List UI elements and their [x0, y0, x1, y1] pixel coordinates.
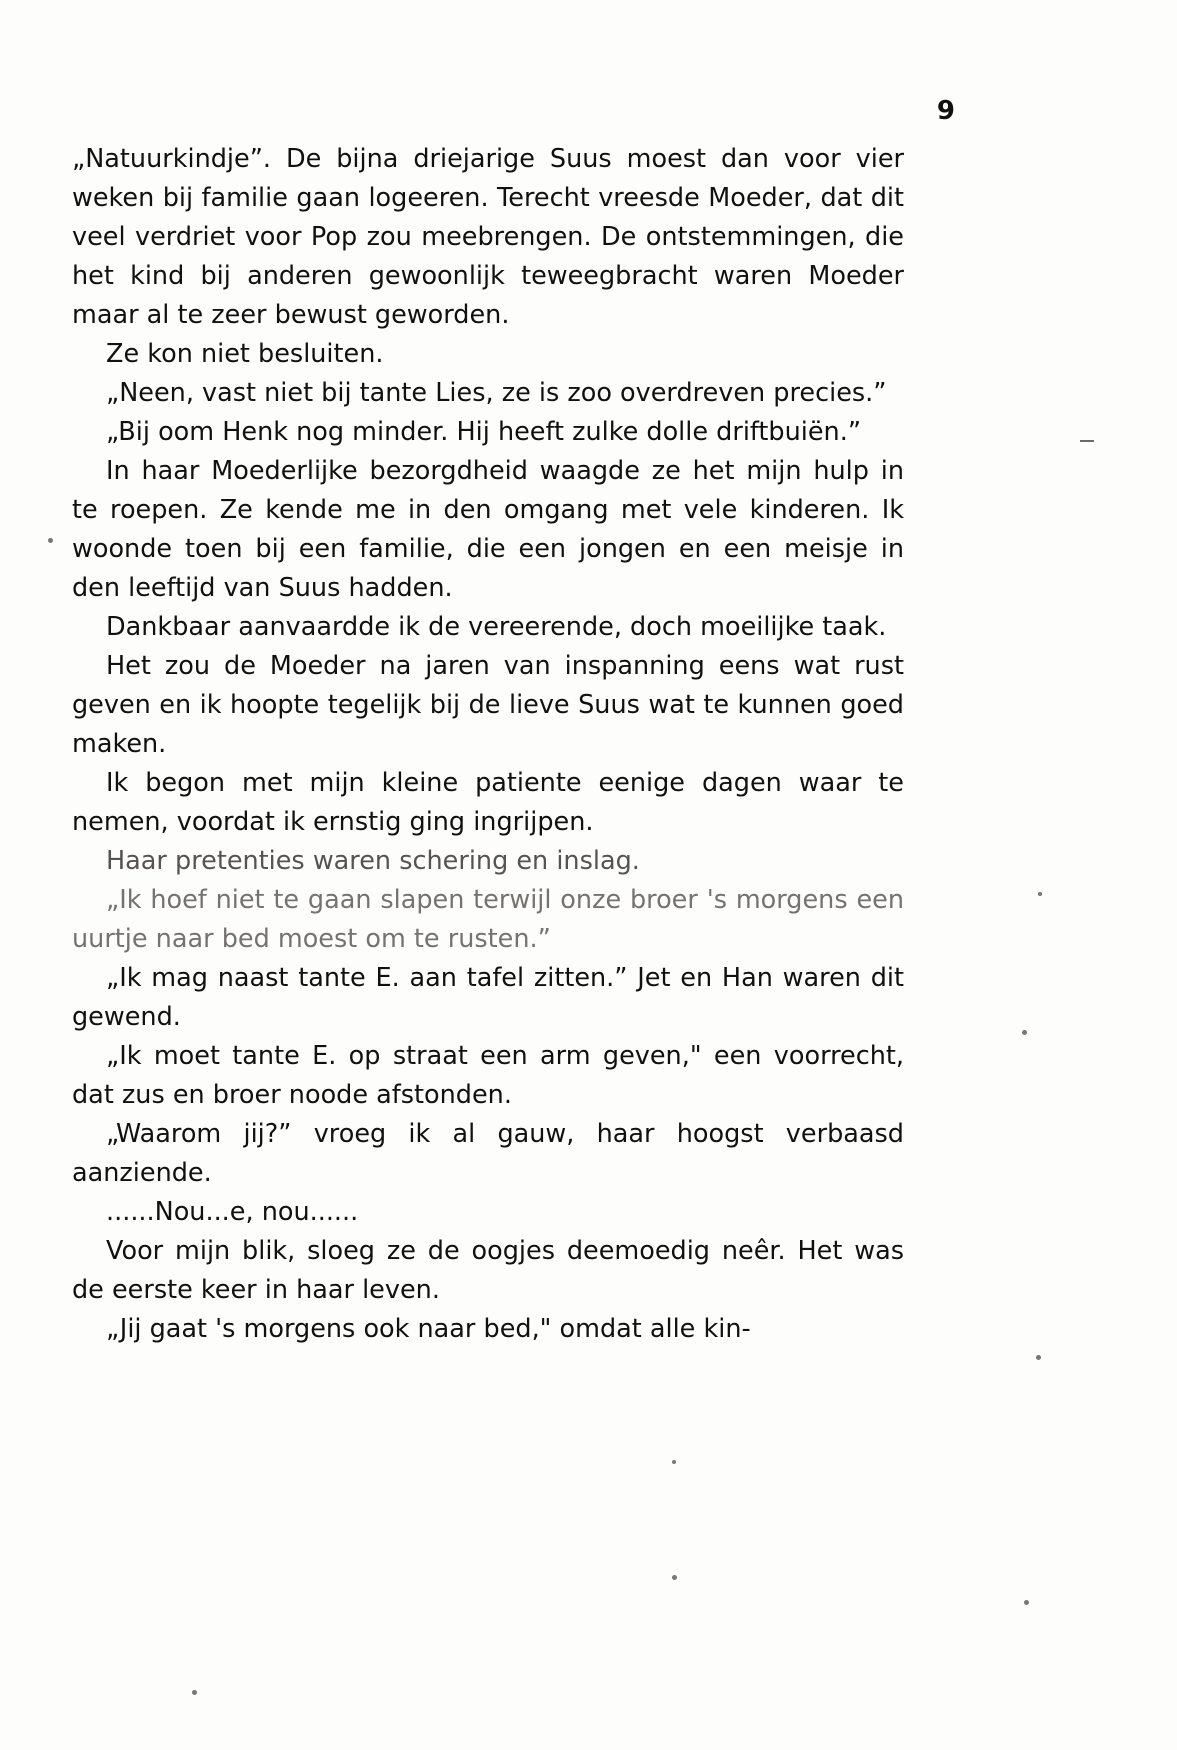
ink-mark	[1080, 440, 1094, 442]
paragraph: „Neen, vast niet bij tante Lies, ze is zoo overdreven precies.”	[106, 378, 887, 408]
paragraph: Ze kon niet besluiten.	[106, 339, 384, 369]
paragraph: Ik begon met mijn kleine patiente eenige dagen waar te nemen, voordat ik ernstig ging ingrijpen.	[72, 768, 904, 837]
paragraph: „Ik moet tante E. op straat een arm geven," een voorrecht, dat zus en broer noode afstonden.	[72, 1041, 904, 1110]
ink-mark	[48, 538, 53, 543]
ink-mark	[192, 1690, 197, 1695]
ink-mark	[1022, 1030, 1027, 1035]
paragraph: Voor mijn blik, sloeg ze de oogjes deemoedig neêr. Het was de eerste keer in haar leven.	[72, 1236, 904, 1305]
paragraph: „Jij gaat 's morgens ook naar bed," omdat alle kin-	[106, 1314, 751, 1344]
page-number: 9	[936, 96, 955, 126]
paragraph: „Natuurkindje”. De bijna driejarige Suus moest dan voor vier weken bij familie gaan logeeren. Terecht vreesde Moeder, dat dit veel verdriet voor Pop zou meebrengen. De ontstemmingen, die het kind bij anderen gewoonlijk teweegbracht waren Moeder maar al te zeer bewust geworden.	[72, 144, 904, 330]
paragraph: Het zou de Moeder na jaren van inspanning eens wat rust geven en ik hoopte tegelijk bij de lieve Suus wat te kunnen goed maken.	[72, 651, 904, 759]
ink-mark	[672, 1460, 676, 1464]
ink-mark	[1024, 1600, 1029, 1605]
paragraph: „Ik mag naast tante E. aan tafel zitten.” Jet en Han waren dit gewend.	[72, 963, 904, 1032]
ink-mark	[1036, 1355, 1041, 1360]
ink-mark	[672, 1575, 677, 1580]
paragraph: „Waarom jij?” vroeg ik al gauw, haar hoogst verbaasd aanziende.	[72, 1119, 904, 1188]
paragraph: „Ik hoef niet te gaan slapen terwijl onze broer 's morgens een uurtje naar bed moest om te rusten.”	[72, 885, 904, 954]
paragraph: In haar Moederlijke bezorgdheid waagde ze het mijn hulp in te roepen. Ze kende me in den omgang met vele kinderen. Ik woonde toen bij een familie, die een jongen en een meisje in den leeftijd van Suus hadden.	[72, 456, 904, 603]
paragraph: Dankbaar aanvaardde ik de vereerende, doch moeilijke taak.	[106, 612, 887, 642]
ink-mark	[1038, 892, 1042, 896]
paragraph: „Bij oom Henk nog minder. Hij heeft zulke dolle driftbuiën.”	[106, 417, 862, 447]
body-text	[72, 140, 904, 1349]
paragraph: Haar pretenties waren schering en inslag.	[106, 846, 640, 876]
paragraph: ......Nou...e, nou......	[106, 1197, 359, 1227]
